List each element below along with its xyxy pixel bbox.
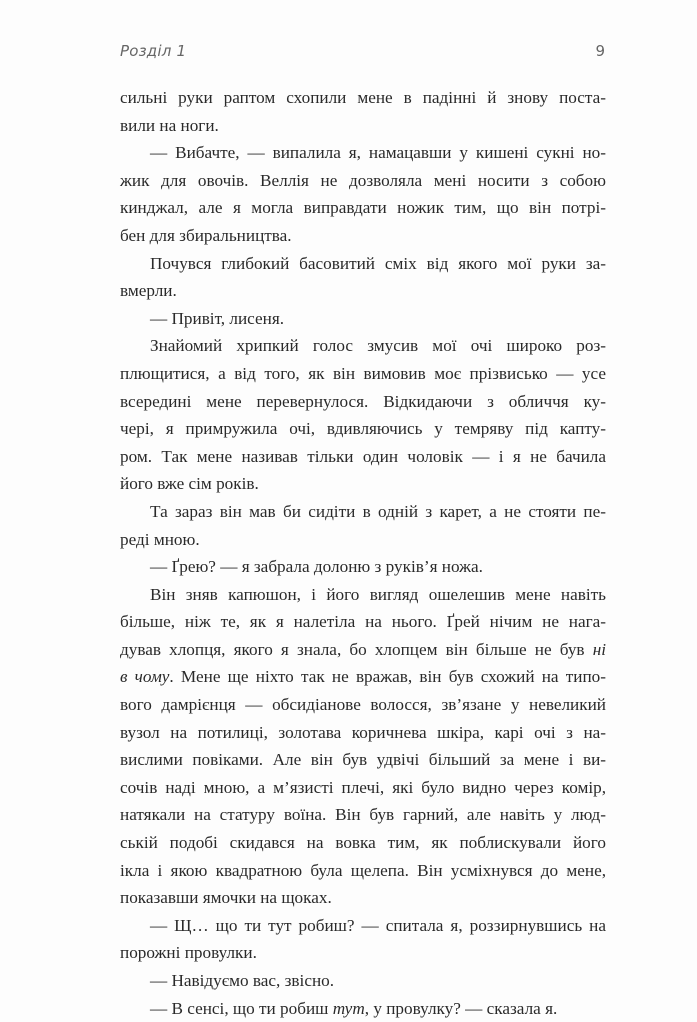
line-text: його вже сім років. [120,474,259,494]
line-text: порожні провулки. [120,943,257,963]
text-line [120,719,606,747]
text-line [120,222,606,250]
line-text-tail: , у провулку? — сказала я. [364,998,558,1018]
text-line [120,663,606,691]
text-line [120,995,606,1022]
text-line [120,167,606,195]
emphasis: ні [592,639,606,659]
text-line [120,636,606,664]
line-text: плющитися, а від того, як він вимовив моє прізвисько — усе [120,363,606,383]
line-text: вузол на потилиці, золотава коричнева шкіра, карі очі з на- [120,722,606,742]
line-text: вого дамрієнця — обсидіанове волосся, зв’язане у невеликий [120,695,606,715]
line-text: — Щ… що ти тут робиш? — спитала я, роззирнувшись на [150,915,606,935]
line-text: . Мене ще ніхто так не вражав, він був схожий на типо- [169,667,606,687]
text-line [120,443,606,471]
text-line [120,470,606,498]
text-line [120,305,606,333]
line-text: дував хлопця, якого я знала, бо хлопцем він більше не був [120,639,593,659]
text-line [120,360,606,388]
text-line [120,801,606,829]
text-line [120,277,606,305]
text-line [120,912,606,940]
line-text: Почувся глибокий басовитий сміх від якого мої руки за- [150,253,606,273]
line-text: бен для збиральництва. [120,225,292,245]
line-text: реді мною. [120,529,200,549]
line-text: сочів наді мною, а м’язисті плечі, які було видно через комір, [120,777,606,797]
text-line [120,829,606,857]
line-text: — Навідуємо вас, звісно. [150,971,335,990]
text-line [120,581,606,609]
page-header [120,42,605,66]
line-text: ікла і якою квадратною була щелепа. Він усміхнувся до мене, [120,860,606,880]
line-text: ром. Так мене називав тільки один чоловік — і я не бачила [120,446,606,466]
line-text: Знайомий хрипкий голос змусив мої очі широко роз- [150,336,606,356]
text-line [120,939,606,967]
text-line [120,608,606,636]
text-line [120,84,606,112]
text-line [120,332,606,360]
text-line [120,139,606,167]
text-line [120,967,606,995]
page-number: 9 [595,42,605,60]
line-text: Він зняв капюшон, і його вигляд ошелешив мене навіть [150,584,606,604]
line-text: — В сенсі, що ти робиш [150,998,333,1018]
text-line [120,774,606,802]
text-line [120,112,606,140]
emphasis: тут [332,998,365,1018]
line-text: — Привіт, лисеня. [150,308,285,328]
text-line [120,526,606,554]
line-text: кинджал, але я могла виправдати ножик тим, що він потрі- [120,198,606,218]
line-text: ській подобі скидався на вовка тим, як поблискували його [120,833,606,853]
line-text: всередині мене перевернулося. Відкидаючи з обличчя ку- [120,391,606,411]
text-line [120,498,606,526]
text-line [120,194,606,222]
text-line [120,691,606,719]
line-text: — Вибачте, — випалила я, намацавши у кишені сукні но- [150,143,606,163]
text-line [120,746,606,774]
text-line [120,250,606,278]
line-text: Та зараз він мав би сидіти в одній з карет, а не стояти пе- [150,501,606,521]
line-text: вислими повіками. Але він був удвічі більший за мене і ви- [120,750,606,770]
text-line [120,857,606,885]
line-text: сильні руки раптом схопили мене в падінні й знову поста- [120,88,606,107]
text-line [120,553,606,581]
line-text: натякали на статуру воїна. Він був гарний, але навіть у люд- [120,805,606,825]
line-text: вмерли. [120,281,177,301]
line-text: більше, ніж те, як я налетіла на нього. Ґрей нічим не нага- [120,612,606,632]
text-line [120,415,606,443]
line-text: — Ґрею? — я забрала долоню з руків’я ножа. [150,557,483,577]
line-text: вили на ноги. [120,115,219,135]
body-text [120,84,606,1022]
line-text: жик для овочів. Веллія не дозволяла мені носити з собою [120,170,606,190]
emphasis: в чому [120,667,170,687]
text-line [120,884,606,912]
line-text: показавши ямочки на щоках. [120,888,332,908]
line-text: чері, я примружила очі, вдивляючись у темряву під капту- [120,419,606,439]
text-line [120,388,606,416]
running-head: Розділ 1 [120,42,187,60]
